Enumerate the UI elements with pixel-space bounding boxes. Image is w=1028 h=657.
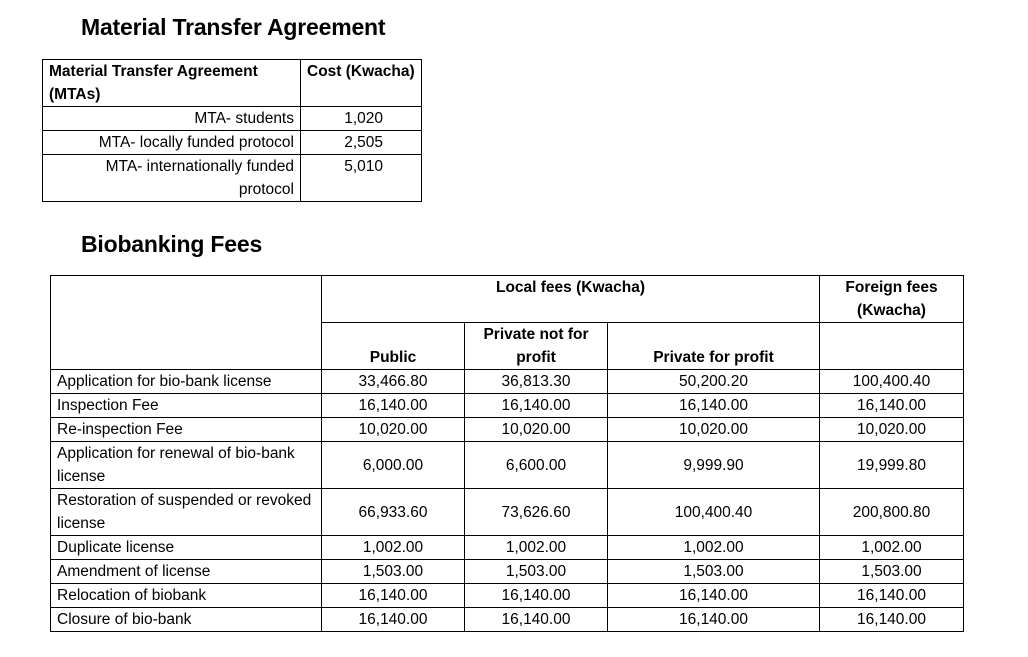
mta-header-item: Material Transfer Agreement (MTAs) [43,60,301,107]
fee-private-fp: 16,140.00 [608,584,820,608]
table-row [51,442,964,489]
fee-item: Application for renewal of bio-bank license [51,442,322,489]
fee-item: Closure of bio-bank [51,608,322,632]
table-row [43,131,422,155]
mta-header-cost: Cost (Kwacha) [301,60,422,107]
fee-private-fp: 16,140.00 [608,394,820,418]
fee-public: 1,002.00 [322,536,465,560]
table-row [51,370,964,394]
col-private-nfp-header: Private not for profit [465,323,608,370]
mta-header-row [43,60,422,107]
fee-public: 33,466.80 [322,370,465,394]
table-row [51,560,964,584]
biobanking-title: Biobanking Fees [81,231,263,257]
local-fees-header: Local fees (Kwacha) [322,276,820,323]
fee-public: 16,140.00 [322,584,465,608]
table-row [43,107,422,131]
mta-cost: 1,020 [301,107,422,131]
fee-private-nfp: 16,140.00 [465,394,608,418]
table-row [51,608,964,632]
fee-private-fp: 1,002.00 [608,536,820,560]
fee-private-nfp: 36,813.30 [465,370,608,394]
fee-foreign: 1,002.00 [820,536,964,560]
table-row [51,536,964,560]
fee-public: 66,933.60 [322,489,465,536]
mta-cost: 2,505 [301,131,422,155]
fee-item: Duplicate license [51,536,322,560]
fee-public: 6,000.00 [322,442,465,489]
fee-private-fp: 50,200.20 [608,370,820,394]
fee-public: 16,140.00 [322,394,465,418]
mta-table [42,59,422,202]
biobanking-table [50,275,964,632]
fee-private-nfp: 1,002.00 [465,536,608,560]
fee-private-nfp: 1,503.00 [465,560,608,584]
fee-item: Relocation of biobank [51,584,322,608]
fee-private-fp: 10,020.00 [608,418,820,442]
mta-item: MTA- students [43,107,301,131]
col-foreign-empty [820,323,964,370]
table-row [43,155,422,202]
fee-private-nfp: 73,626.60 [465,489,608,536]
fee-foreign: 10,020.00 [820,418,964,442]
fee-public: 1,503.00 [322,560,465,584]
fee-private-fp: 9,999.90 [608,442,820,489]
mta-title: Material Transfer Agreement [81,14,386,40]
fee-item: Amendment of license [51,560,322,584]
fee-foreign: 1,503.00 [820,560,964,584]
fee-foreign: 16,140.00 [820,394,964,418]
mta-item: MTA- internationally funded protocol [43,155,301,202]
col-private-fp-header: Private for profit [608,323,820,370]
biobanking-header-empty [51,276,322,370]
fee-item: Restoration of suspended or revoked license [51,489,322,536]
table-row [51,584,964,608]
table-row [51,394,964,418]
fee-foreign: 200,800.80 [820,489,964,536]
fee-item: Re-inspection Fee [51,418,322,442]
fee-private-fp: 1,503.00 [608,560,820,584]
biobanking-group-header-row [51,276,964,323]
mta-cost: 5,010 [301,155,422,202]
fee-foreign: 100,400.40 [820,370,964,394]
fee-private-nfp: 16,140.00 [465,584,608,608]
fee-foreign: 19,999.80 [820,442,964,489]
fee-private-nfp: 16,140.00 [465,608,608,632]
fee-item: Application for bio-bank license [51,370,322,394]
fee-public: 16,140.00 [322,608,465,632]
fee-foreign: 16,140.00 [820,584,964,608]
fee-private-fp: 100,400.40 [608,489,820,536]
col-public-header: Public [322,323,465,370]
fee-public: 10,020.00 [322,418,465,442]
table-row [51,418,964,442]
fee-private-nfp: 6,600.00 [465,442,608,489]
mta-item: MTA- locally funded protocol [43,131,301,155]
fee-private-fp: 16,140.00 [608,608,820,632]
fee-private-nfp: 10,020.00 [465,418,608,442]
foreign-fees-header: Foreign fees (Kwacha) [820,276,964,323]
fee-item: Inspection Fee [51,394,322,418]
table-row [51,489,964,536]
fee-foreign: 16,140.00 [820,608,964,632]
